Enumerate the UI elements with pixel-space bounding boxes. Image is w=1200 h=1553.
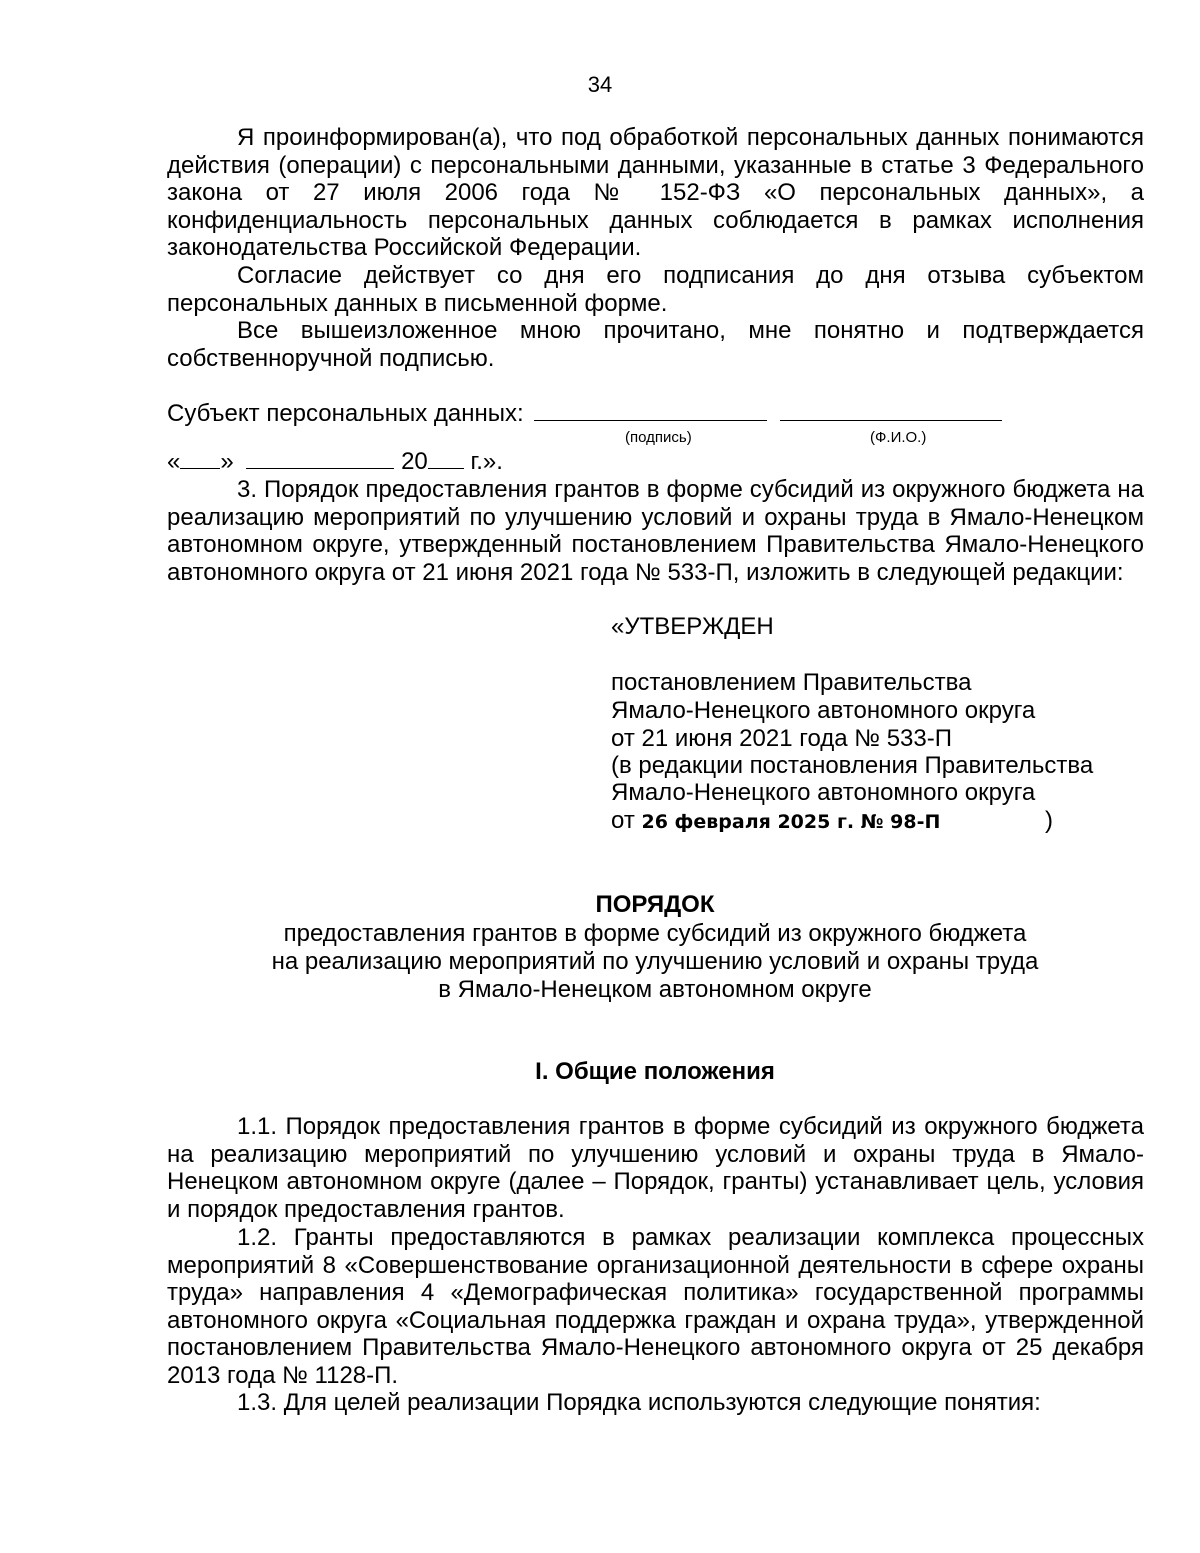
full-name-blank[interactable] <box>780 400 1002 421</box>
signature-label: Субъект персональных данных: <box>167 400 524 427</box>
consent-paragraph-3: Все вышеизложенное мною прочитано, мне понятно и подтверждается собственноручной подписью. <box>167 317 1144 372</box>
approved-line-2: Ямало-Ненецкого автономного округа <box>611 697 1036 724</box>
date-open-quote: « <box>167 448 181 475</box>
date-line <box>167 448 503 476</box>
approved-line-5: Ямало-Ненецкого автономного округа <box>611 779 1036 806</box>
year-prefix: 20 <box>401 448 428 475</box>
section-1-paragraph-1-1: 1.1. Порядок предоставления грантов в форме субсидий из окружного бюджета на реализацию мероприятий по улучшению условий и охраны труда в Ямало-Ненецком автономном округе (далее – Порядок, гранты) устанавливает цель, условия и порядок предоставления грантов. <box>167 1113 1144 1223</box>
approval-date-number-stamp: 26 февраля 2025 г. № 98-П <box>641 811 941 833</box>
day-blank[interactable] <box>180 448 220 469</box>
item-3-paragraph: 3. Порядок предоставления грантов в форме субсидий из окружного бюджета на реализацию мероприятий по улучшению условий и охраны труда в Ямало-Ненецком автономном округе, утвержденный постановлением Правительства Ямало-Ненецкого автономного округа от 21 июня 2021 года № 533-П, изложить в следующей редакции: <box>167 476 1144 586</box>
section-1-heading: I. Общие положения <box>535 1058 775 1085</box>
year-suffix: г.». <box>470 448 503 475</box>
section-1-paragraph-1-3: 1.3. Для целей реализации Порядка используются следующие понятия: <box>237 1389 1041 1416</box>
order-heading: ПОРЯДОК <box>595 891 715 918</box>
approved-line-4: (в редакции постановления Правительства <box>611 752 1094 779</box>
page-number: 34 <box>587 72 613 97</box>
approved-line-3: от 21 июня 2021 года № 533-П <box>611 725 952 752</box>
month-blank[interactable] <box>246 448 394 469</box>
order-subtitle-line-3: в Ямало-Ненецком автономном округе <box>438 976 872 1003</box>
section-1-paragraph-1-2: 1.2. Гранты предоставляются в рамках реализации комплекса процессных мероприятий 8 «Совершенствование организационной деятельности в сфере охраны труда» направления 4 «Демографическая политика» государственной программы автономного округа «Социальная поддержка граждан и охрана труда», утвержденной постановлением Правительства Ямало-Ненецкого автономного округа от 25 декабря 2013 года № 1128-П. <box>167 1224 1144 1389</box>
approved-line-1: постановлением Правительства <box>611 669 972 696</box>
approved-line-6-prefix: от <box>611 807 635 834</box>
consent-paragraph-2: Согласие действует со дня его подписания до дня отзыва субъектом персональных данных в письменной форме. <box>167 262 1144 317</box>
signature-line <box>167 400 1002 428</box>
date-close-quote: » <box>220 448 234 475</box>
signature-caption: (подпись) <box>625 429 692 446</box>
order-subtitle-line-2: на реализацию мероприятий по улучшению условий и охраны труда <box>271 948 1039 975</box>
approved-line-6-suffix: ) <box>1045 807 1053 834</box>
year-blank[interactable] <box>428 448 464 469</box>
order-subtitle-line-1: предоставления грантов в форме субсидий из окружного бюджета <box>283 920 1027 947</box>
approved-line-6 <box>611 807 1061 837</box>
consent-paragraph-1: Я проинформирован(а), что под обработкой персональных данных понимаются действия (операции) с персональными данными, указанные в статье 3 Федерального закона от 27 июля 2006 года № 152-ФЗ «О персональных данных», а конфиденциальность персональных данных соблюдается в рамках исполнения законодательства Российской Федерации. <box>167 124 1144 262</box>
signature-blank[interactable] <box>534 400 767 421</box>
approved-title: «УТВЕРЖДЕН <box>611 613 774 640</box>
full-name-caption: (Ф.И.О.) <box>870 429 927 446</box>
